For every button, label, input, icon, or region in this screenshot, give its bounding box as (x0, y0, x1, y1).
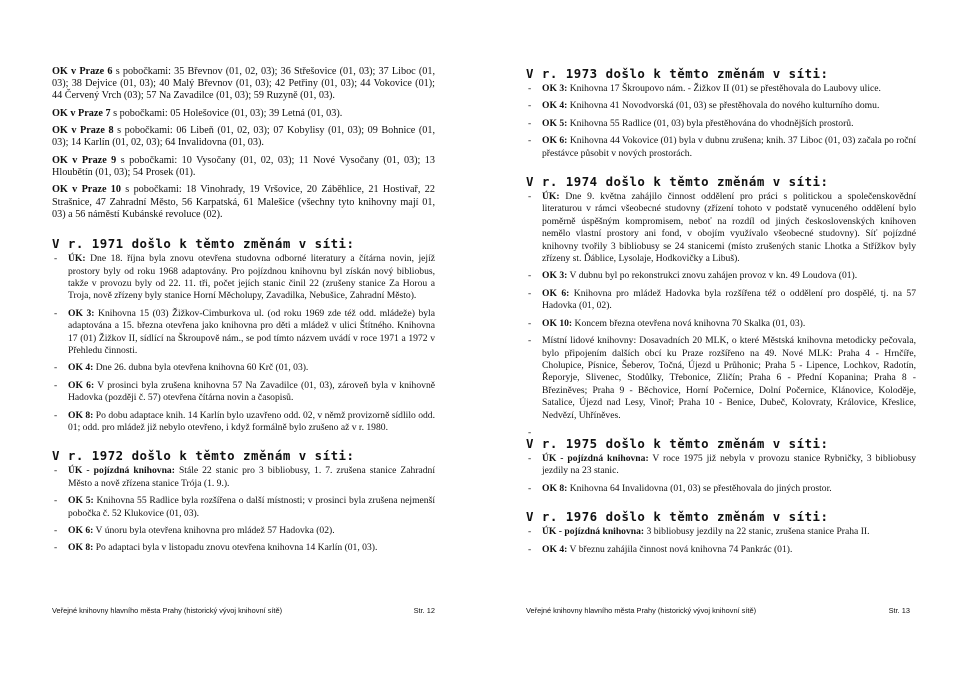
intro-paragraph (52, 108, 435, 120)
unit-label: OK 5: (68, 495, 94, 507)
year-section-title: V r. 1973 došlo k těmto změnám v síti: (526, 66, 829, 81)
change-text: 3 bibliobusy jezdily na 22 stanic, zrušena stanice Praha II. (644, 526, 870, 538)
unit-label: OK 8: (68, 409, 94, 421)
unit-label: OK 4: (542, 100, 568, 112)
change-item (526, 288, 916, 313)
unit-label: OK 8: (542, 482, 568, 494)
change-text: Stále 22 stanic pro 3 bibliobusy, 1. 7. zrušena stanice Zahradní Město a nově zřízena stanice Trója (1. 9.). (68, 465, 436, 489)
change-item (52, 380, 435, 405)
left-page-content (52, 66, 435, 569)
unit-label: OK 3: (542, 270, 568, 282)
right-page (480, 0, 960, 674)
change-text: V únoru byla otevřena knihovna pro mládež 57 Hadovka (02). (93, 525, 335, 537)
change-list (526, 453, 916, 495)
unit-label: ÚK - pojízdná knihovna: (68, 465, 175, 477)
unit-label: ÚK: (542, 191, 560, 203)
change-item (526, 118, 916, 130)
change-item (526, 318, 916, 330)
change-item (52, 465, 435, 490)
library-heading: OK v Praze 6 (52, 66, 113, 77)
year-section-title: V r. 1972 došlo k těmto změnám v síti: (52, 448, 355, 464)
intro-paragraph (52, 184, 435, 221)
page-number: Str. 13 (888, 606, 910, 615)
change-item (526, 453, 916, 478)
change-text: Dne 18. října byla znovu otevřena studovna odborné literatury a čítárna novin, jejíž prostory byly od roku 1968 adaptovány. Pro pojízdnou knihovnu byl získán nový bibliobus, takže v provozu byly od 22. 11. tři, počet jejích stanic činil 22 (zrušeny stanice Za Horou a Troja, nově zřízeny byly stanice Horní Měcholupy, Zavadilka, Nebušice, Zahradní Město). (68, 253, 435, 302)
change-text: Místní lidové knihovny: Dosavadních 20 MLK, o které Městská knihovna metodicky pečovala, bylo připojením dalších obcí ku Praze rozšířeno na 49. Nové MLK: Praha 4 - Hrnčíře, Cholupice, Písnice, Šeberov, Točná, Újezd u Průhonic; Praha 5 - Lipence, Lochkov, Radotín, Řeporyje, Slivenec, Stodůlky, Třebonice, Zličín; Praha 6 - Přední Kopanina; Praha 8 - Březiněves; Praha 9 - Běchovice, Horní Počernice, Dolní Počernice, Klánovice, Koloděje, Satalice, Újezd nad Lesy, Vinoř; Praha 10 - Benice, Dubeč, Kolovraty, Královice, Křeslice, Nedvězí, Uhříněves. (542, 335, 916, 421)
change-item (526, 335, 916, 422)
library-heading: OK v Praze 8 (52, 125, 114, 137)
unit-label: OK 4: (68, 362, 94, 374)
change-item (52, 362, 435, 374)
change-item (52, 542, 435, 554)
unit-label: ÚK - pojízdná knihovna: (542, 452, 649, 464)
change-text: Dne 9. května zahájilo činnost oddělení pro práci s politickou a společenskovědní literaturou v rámci všeobecné studovny (zřízení tohoto v podstatě vynuceného oddělení bylo poměrně úspěšným kompromisem, neboť na rozdíl od jiných československých knihoven nemělo vlastní prostory ani fond, v obojím využívalo všeobecné studovny). Síť pojízdné knihovny tvořily 3 bibliobusy se 24 stanicemi (místo zrušených stanic Lhotka a Střížkov byly zřízeny st. Ďáblice, Lysolaje, Hodkovičky a Libuš). (542, 191, 916, 265)
change-text: V roce 1975 již nebyla v provozu stanice Rybničky, 3 bibliobusy jezdily na 23 stanic. (542, 452, 916, 477)
change-text: V dubnu byl po rekonstrukci znovu zahájen provoz v kn. 49 Loudova (01). (567, 270, 858, 282)
unit-label: OK 3: (542, 83, 568, 94)
change-item (526, 191, 916, 265)
unit-label: OK 6: (542, 135, 568, 147)
library-heading: OK v Praze 7 (52, 107, 111, 119)
intro-paragraph (52, 66, 435, 103)
left-footer (52, 606, 435, 616)
unit-label: OK 6: (68, 379, 95, 391)
change-list (526, 83, 916, 160)
change-item (526, 544, 916, 556)
footer-title: Veřejné knihovny hlavního města Prahy (historický vývoj knihovní sítě) (52, 606, 283, 615)
intro-paragraph (52, 155, 435, 179)
change-item (526, 100, 916, 112)
change-item (526, 483, 916, 495)
change-text: Po dobu adaptace knih. 14 Karlín bylo uzavřeno odd. 02, v němž provizorně sídlilo odd. 01; odd. pro mládež již nebylo otevřeno, i když formálně bylo zrušeno až v r. 1980. (68, 409, 435, 434)
change-text: Knihovna 17 Škroupovo nám. - Žižkov II (01) se přestěhovala do Laubovy ulice. (567, 83, 881, 94)
footer-title: Veřejné knihovny hlavního města Prahy (historický vývoj knihovní sítě) (526, 606, 757, 615)
library-branches: s pobočkami: 05 Holešovice (01, 03); 39 Letná (01, 03). (110, 107, 343, 119)
unit-label: OK 3: (68, 307, 95, 319)
right-page-content (526, 66, 916, 570)
year-section-title: V r. 1974 došlo k těmto změnám v síti: (526, 174, 829, 190)
change-item (52, 410, 435, 435)
right-footer (526, 606, 910, 616)
library-branches: s pobočkami: 06 Libeň (01, 02, 03); 07 Kobylisy (01, 03); 09 Bohnice (01, 03); 14 Karlín (01, 02, 03); 64 Invalidovna (01, 03). (52, 125, 435, 149)
change-item (52, 253, 435, 303)
change-text: Knihovna 64 Invalidovna (01, 03) se přestěhovala do jiných prostor. (567, 482, 832, 494)
change-text: Knihovna 41 Novodvorská (01, 03) se přestěhovala do nového kulturního domu. (567, 100, 880, 112)
change-list (52, 465, 435, 554)
library-branches: s pobočkami: 35 Břevnov (01, 02, 03); 36 Střešovice (01, 03); 37 Liboc (01, 03); 38 Dejvice (01, 03); 40 Malý Břevnov (01, 03); 42 Petřiny (01, 03); 44 Vokovice (01); 44 Červený Vrch (03); 57 Na Zavadilce (01, 03); 59 Ruzyně (01, 03). (52, 66, 436, 102)
change-item (526, 526, 916, 538)
change-text: Knihovna 55 Radlice byla rozšířena o další místnosti; v prosinci byla zrušena nejmenší pobočka č. 52 Klukovice (01, 03). (68, 495, 435, 519)
change-item (52, 495, 435, 520)
unit-label: OK 4: (542, 543, 568, 555)
unit-label: ÚK - pojízdná knihovna: (542, 526, 645, 538)
unit-label: OK 5: (542, 117, 568, 129)
change-item (526, 270, 916, 282)
change-list (526, 191, 916, 422)
change-text: Knihovna 55 Radlice (01, 03) byla přestěhována do vhodnějších prostorů. (567, 117, 854, 129)
change-item (526, 135, 916, 160)
change-text: Knihovna 44 Vokovice (01) byla v dubnu zrušena; knih. 37 Liboc (01, 03) začala po roční přestávce působit v nových prostorách. (542, 135, 916, 159)
spacer (52, 226, 435, 236)
change-text: Knihovna pro mládež Hadovka byla rozšířena též o oddělení pro dospělé, tj. na 57 Hadovka (01, 02). (542, 287, 916, 312)
change-item (52, 308, 435, 358)
unit-label: OK 8: (68, 542, 94, 554)
year-section-title: V r. 1971 došlo k těmto změnám v síti: (52, 236, 355, 252)
change-item (526, 83, 916, 95)
change-text: V prosinci byla zrušena knihovna 57 Na Zavadilce (01, 03), zároveň byla v knihovně Hadovka (později č. 57) otevřena čítárna novin a časopisů. (68, 379, 435, 404)
unit-label: OK 6: (68, 525, 94, 537)
intro-paragraph (52, 125, 435, 149)
change-text: V březnu zahájila činnost nová knihovna 74 Pankrác (01). (567, 543, 793, 555)
change-text: Dne 26. dubna byla otevřena knihovna 60 Krč (01, 03). (93, 362, 309, 374)
library-heading: OK v Praze 10 (52, 184, 121, 196)
unit-label: OK 6: (542, 287, 570, 299)
year-section-title: V r. 1975 došlo k těmto změnám v síti: (526, 435, 829, 451)
unit-label: OK 10: (542, 317, 573, 329)
library-branches: s pobočkami: 10 Vysočany (01, 02, 03); 11 Nové Vysočany (01, 03); 13 Hloubětín (01, 03); 54 Prosek (01). (52, 154, 435, 178)
library-heading: OK v Praze 9 (52, 154, 117, 166)
change-text: Koncem března otevřena nová knihovna 70 Skalka (01, 03). (572, 317, 806, 329)
change-list (526, 526, 916, 556)
unit-label: ÚK: (68, 253, 86, 265)
change-text: Po adaptaci byla v listopadu znovu otevřena knihovna 14 Karlín (01, 03). (93, 542, 378, 554)
change-list (52, 253, 435, 434)
year-section-title: V r. 1976 došlo k těmto změnám v síti: (526, 509, 829, 525)
page-number: Str. 12 (413, 606, 435, 615)
change-text: Knihovna 15 (03) Žižkov-Cimburkova ul. (od roku 1969 zde též odd. mládeže) byla adaptována a 15. března otevřena jako knihovna pro děti a mládež v ulici Štítného. Knihovna 17 (01) Žižkov II, sídlící na Škroupově nám., se pod tímto názvem uvádí v roce 1971 a 1972 v Přehledu činnosti. (68, 307, 435, 357)
change-item (52, 525, 435, 537)
library-branches: s pobočkami: 18 Vinohrady, 19 Vršovice, 20 Záběhlice, 21 Hostivař, 22 Strašnice, 47 Zahradní Město, 56 Karpatská, 61 Malešice (všechny tyto knihovny mají 01, 03) a 56 náměstí Kubánské revoluce (02). (52, 184, 435, 220)
